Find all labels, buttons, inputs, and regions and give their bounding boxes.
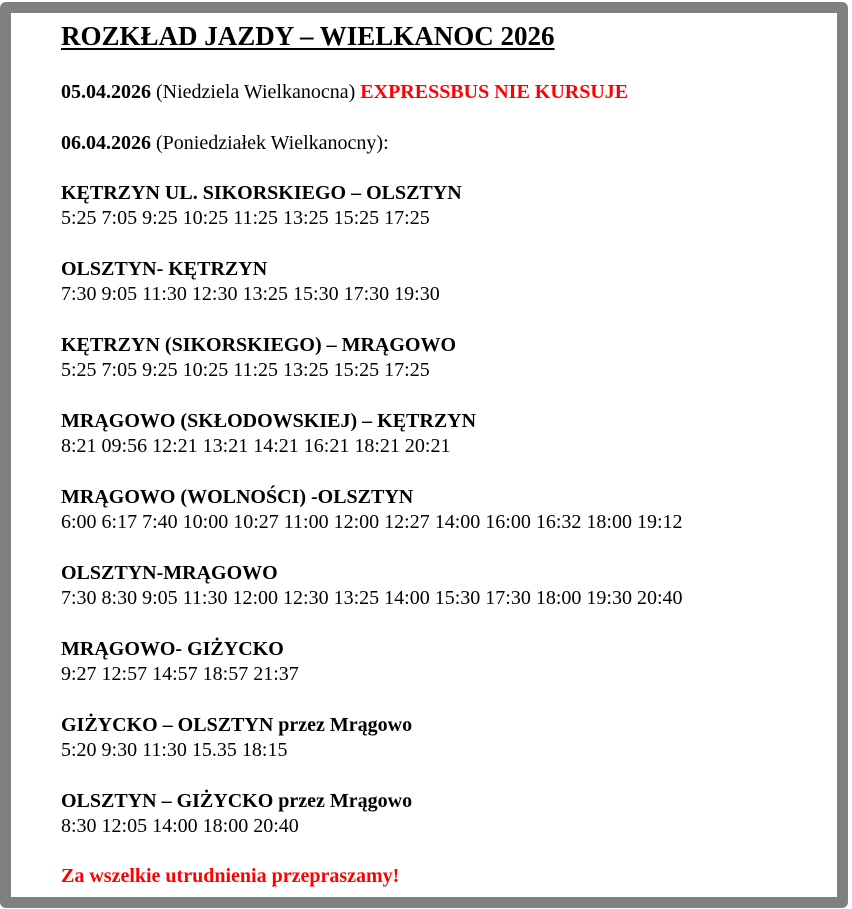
route-times: 9:27 12:57 14:57 18:57 21:37 [61,663,299,685]
route-times: 8:21 09:56 12:21 13:21 14:21 16:21 18:21 20:21 [61,435,451,457]
notice-frame [0,2,848,908]
easter-monday-line [61,131,817,156]
easter-monday-date: 06.04.2026 [61,132,151,154]
route-name: GIŻYCKO – OLSZTYN przez Mrągowo [61,714,413,736]
route-block [61,409,817,459]
route-times: 8:30 12:05 14:00 18:00 20:40 [61,815,299,837]
route-times: 7:30 8:30 9:05 11:30 12:00 12:30 13:25 14:00 15:30 17:30 18:00 19:30 20:40 [61,587,683,609]
route-name: MRĄGOWO (SKŁODOWSKIEJ) – KĘTRZYN [61,410,477,432]
easter-sunday-label: (Niedziela Wielkanocna) [151,81,361,103]
route-name: OLSZTYN – GIŻYCKO przez Mrągowo [61,790,413,812]
route-times: 5:25 7:05 9:25 10:25 11:25 13:25 15:25 17:25 [61,207,430,229]
route-name: OLSZTYN- KĘTRZYN [61,258,268,280]
route-name: MRĄGOWO (WOLNOŚCI) -OLSZTYN [61,486,414,508]
page-title: ROZKŁAD JAZDY – WIELKANOC 2026 [61,21,555,51]
route-block [61,713,817,763]
route-block [61,181,817,231]
route-times: 5:20 9:30 11:30 15.35 18:15 [61,739,288,761]
route-name: KĘTRZYN (SIKORSKIEGO) – MRĄGOWO [61,334,457,356]
route-block [61,333,817,383]
notice-content [61,19,817,889]
route-name: MRĄGOWO- GIŻYCKO [61,638,284,660]
route-name: OLSZTYN-MRĄGOWO [61,562,278,584]
route-block [61,561,817,611]
route-block [61,789,817,839]
easter-sunday-line [61,80,817,105]
route-block [61,485,817,535]
no-service-notice: EXPRESSBUS NIE KURSUJE [360,81,629,103]
route-times: 7:30 9:05 11:30 12:30 13:25 15:30 17:30 19:30 [61,283,440,305]
easter-sunday-date: 05.04.2026 [61,81,151,103]
route-times: 6:00 6:17 7:40 10:00 10:27 11:00 12:00 12:27 14:00 16:00 16:32 18:00 19:12 [61,511,683,533]
route-block [61,257,817,307]
route-name: KĘTRZYN UL. SIKORSKIEGO – OLSZTYN [61,182,462,204]
route-times: 5:25 7:05 9:25 10:25 11:25 13:25 15:25 17:25 [61,359,430,381]
easter-monday-label: (Poniedziałek Wielkanocny): [151,132,389,154]
closing-apology: Za wszelkie utrudnienia przepraszamy! [61,865,400,887]
route-block [61,637,817,687]
